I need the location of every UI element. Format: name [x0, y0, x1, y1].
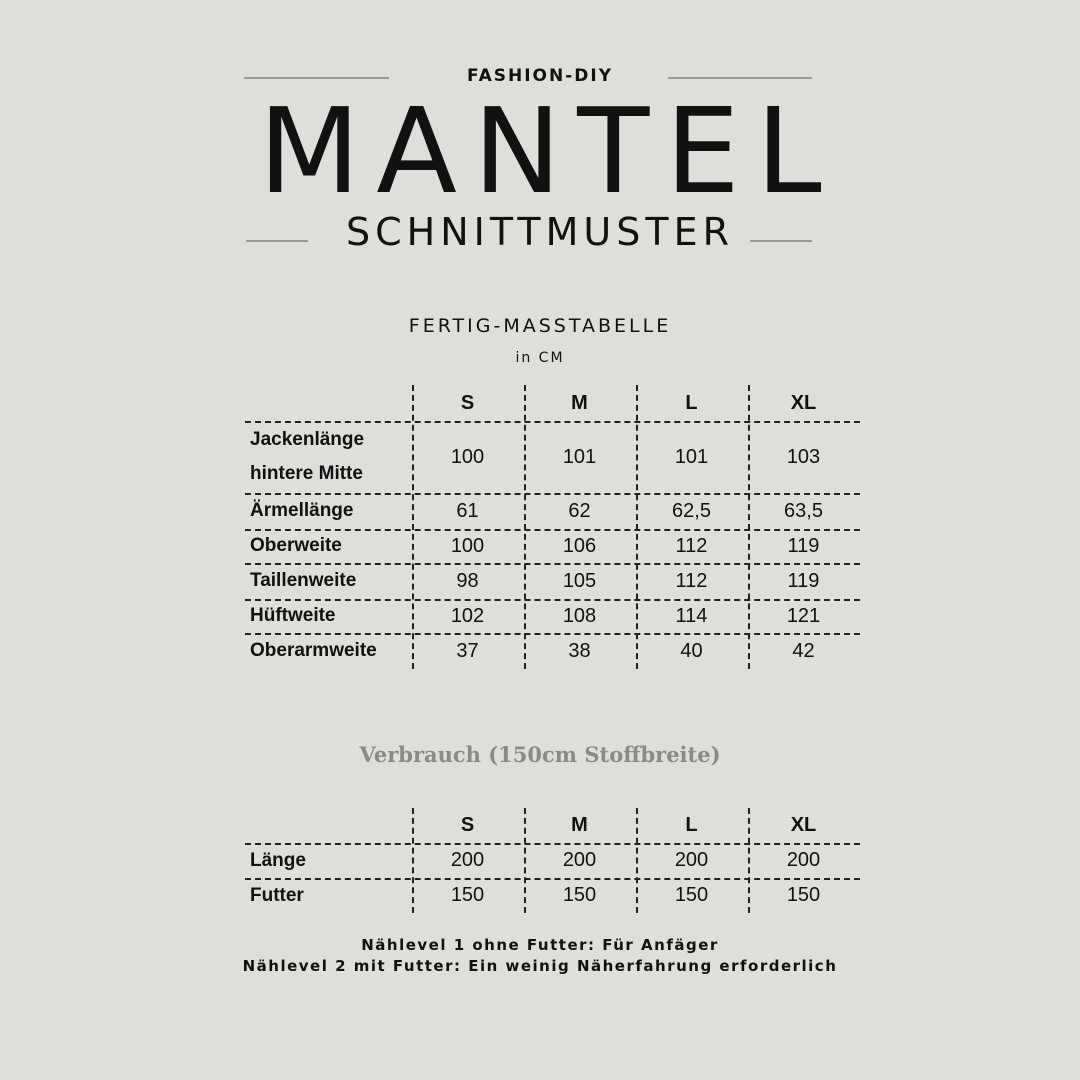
row-label-line: Futter — [250, 884, 304, 906]
column-header: S — [460, 391, 475, 414]
column-header: M — [571, 814, 588, 836]
row-label-line: Hüftweite — [250, 605, 336, 626]
row-label — [250, 421, 364, 493]
row-label — [250, 633, 377, 669]
table-cell: 150 — [674, 884, 709, 906]
table-row — [245, 529, 860, 563]
table-cell: 200 — [562, 849, 597, 871]
column-header: L — [685, 391, 698, 414]
measurements-title: FERTIG-MASSTABELLE — [408, 315, 672, 337]
table-cell: 62 — [568, 499, 591, 522]
row-label-line: Ärmellänge — [250, 500, 354, 521]
table-cell: 200 — [786, 849, 821, 871]
table-cell: 42 — [792, 639, 815, 662]
measurements-table — [245, 385, 860, 670]
table-cell: 38 — [568, 639, 591, 662]
footnote-level-2: Nählevel 2 mit Futter: Ein weinig Näherfahrung erforderlich — [242, 957, 838, 975]
row-label — [250, 493, 353, 529]
table-row — [245, 563, 860, 599]
table-row — [245, 878, 860, 913]
table-cell: 108 — [562, 604, 597, 627]
table-cell: 106 — [562, 534, 597, 557]
brand-kicker: FASHION-DIY — [466, 66, 614, 86]
table-cell: 103 — [786, 445, 821, 468]
consumption-title: Verbrauch (150cm Stoffbreite) — [359, 742, 721, 767]
table-column-divider — [636, 808, 638, 913]
row-label — [250, 843, 306, 878]
row-label — [250, 563, 356, 599]
table-row — [245, 843, 860, 878]
table-cell: 119 — [787, 534, 820, 557]
row-label-line: Oberarmweite — [250, 640, 377, 661]
row-label-line: Oberweite — [250, 535, 342, 556]
table-cell: 121 — [786, 604, 821, 627]
table-header-row — [245, 385, 860, 421]
measurements-unit: in CM — [515, 350, 565, 366]
page-subtitle: SCHNITTMUSTER — [346, 210, 734, 254]
table-cell: 37 — [456, 639, 479, 662]
table-cell: 100 — [450, 534, 485, 557]
table-cell: 150 — [562, 884, 597, 906]
table-column-divider — [748, 808, 750, 913]
table-cell: 63,5 — [784, 499, 823, 522]
page-title: MANTEL — [258, 82, 838, 220]
table-cell: 200 — [450, 849, 485, 871]
table-row — [245, 493, 860, 529]
table-cell: 112 — [675, 569, 708, 592]
footnote-level-1: Nählevel 1 ohne Futter: Für Anfäger — [361, 936, 719, 954]
table-row — [245, 421, 860, 493]
table-cell: 119 — [787, 569, 820, 592]
table-cell: 150 — [786, 884, 821, 906]
table-column-divider — [412, 385, 414, 669]
row-label-line: Taillenweite — [250, 570, 357, 591]
table-cell: 102 — [450, 604, 485, 627]
table-cell: 40 — [680, 639, 703, 662]
table-header-row — [245, 808, 860, 843]
table-cell: 150 — [450, 884, 485, 906]
column-header: S — [460, 814, 475, 836]
column-header: L — [685, 814, 698, 836]
row-label — [250, 529, 342, 563]
table-column-divider — [636, 385, 638, 669]
row-label — [250, 599, 336, 633]
table-cell: 98 — [456, 569, 479, 592]
consumption-table — [245, 808, 860, 913]
row-label-line: Jackenlänge — [250, 429, 365, 450]
table-row — [245, 633, 860, 669]
table-cell: 200 — [674, 849, 709, 871]
row-label-line: hintere Mitte — [250, 463, 363, 484]
table-cell: 114 — [675, 604, 708, 627]
table-cell: 61 — [456, 499, 479, 522]
table-cell: 105 — [562, 569, 597, 592]
table-column-divider — [524, 808, 526, 913]
column-header: XL — [790, 814, 817, 836]
column-header: M — [571, 391, 588, 414]
column-header: XL — [790, 391, 817, 414]
table-cell: 112 — [675, 534, 708, 557]
table-row — [245, 599, 860, 633]
row-label-line: Länge — [250, 849, 306, 871]
table-cell: 100 — [450, 445, 485, 468]
table-cell: 101 — [674, 445, 709, 468]
table-cell: 101 — [562, 445, 597, 468]
table-cell: 62,5 — [672, 499, 711, 522]
table-column-divider — [412, 808, 414, 913]
row-label — [250, 878, 304, 913]
table-column-divider — [748, 385, 750, 669]
table-column-divider — [524, 385, 526, 669]
